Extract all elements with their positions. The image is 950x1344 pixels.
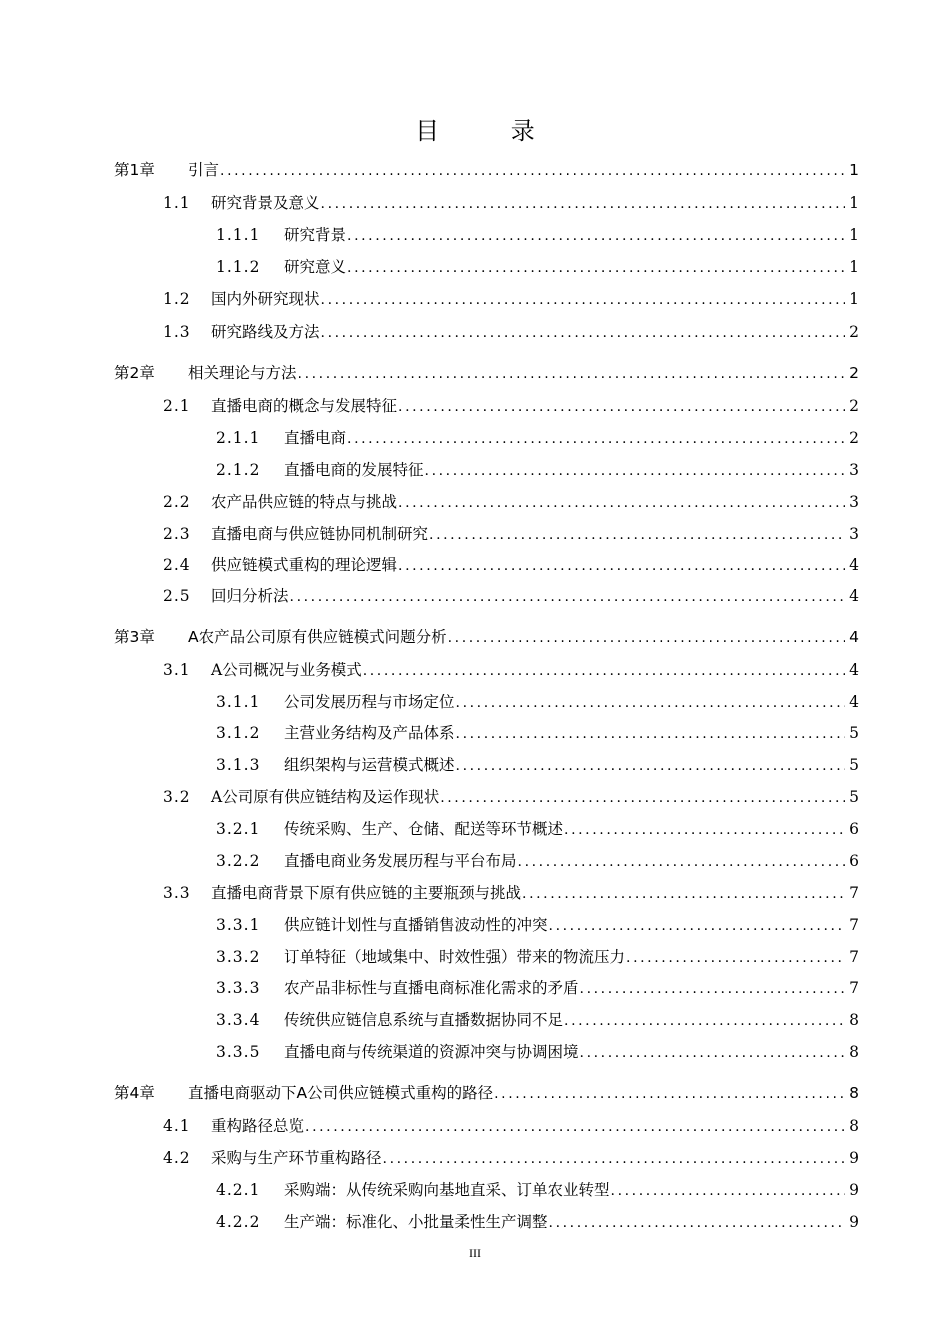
toc-entry-title: 研究背景 bbox=[284, 226, 347, 244]
toc-dot-leader bbox=[290, 588, 845, 606]
toc-entry[interactable] bbox=[114, 621, 859, 647]
toc-dot-leader bbox=[611, 1182, 845, 1200]
toc-entry-title: 传统采购、生产、仓储、配送等环节概述 bbox=[284, 820, 564, 838]
toc-dot-leader bbox=[456, 725, 845, 743]
toc-entry-number: 4.2.2 bbox=[216, 1213, 261, 1231]
toc-entry-number: 3.3.4 bbox=[216, 1011, 261, 1029]
toc-entry-page: 5 bbox=[849, 756, 859, 774]
toc-dot-leader bbox=[383, 1150, 845, 1168]
toc-entry-title: 直播电商 bbox=[284, 429, 347, 447]
toc-entry-title: 直播电商与传统渠道的资源冲突与协调困境 bbox=[284, 1043, 579, 1061]
toc-entry-page: 5 bbox=[849, 724, 859, 742]
toc-entry-number: 3.3.5 bbox=[216, 1043, 261, 1061]
toc-dot-leader bbox=[298, 365, 845, 383]
toc-entry-title: 传统供应链信息系统与直播数据协同不足 bbox=[284, 1011, 564, 1029]
toc-entry[interactable] bbox=[114, 154, 859, 180]
toc-entry-page: 3 bbox=[849, 525, 859, 543]
toc-entry-page: 9 bbox=[849, 1181, 859, 1199]
toc-entry[interactable] bbox=[216, 1036, 859, 1062]
toc-entry-title: 订单特征（地域集中、时效性强）带来的物流压力 bbox=[284, 948, 626, 966]
toc-entry[interactable] bbox=[216, 909, 859, 935]
toc-entry-title: 生产端：标准化、小批量柔性生产调整 bbox=[284, 1213, 548, 1231]
toc-entry-number: 3.2.2 bbox=[216, 852, 261, 870]
toc-entry[interactable] bbox=[163, 187, 859, 213]
toc-dot-leader bbox=[321, 324, 845, 342]
toc-entry-page: 4 bbox=[849, 556, 859, 574]
toc-entry[interactable] bbox=[163, 580, 859, 606]
toc-dot-leader bbox=[626, 949, 845, 967]
toc-entry[interactable] bbox=[163, 518, 859, 544]
toc-entry-number: 2.4 bbox=[163, 556, 191, 574]
toc-entry[interactable] bbox=[163, 283, 859, 309]
toc-dot-leader bbox=[398, 494, 845, 512]
toc-dot-leader bbox=[398, 398, 845, 416]
toc-entry-page: 2 bbox=[849, 323, 859, 341]
page-title: 目 录 bbox=[415, 117, 567, 145]
toc-entry[interactable] bbox=[216, 1174, 859, 1200]
toc-dot-leader bbox=[347, 430, 845, 448]
toc-dot-leader bbox=[305, 1118, 845, 1136]
toc-entry-page: 1 bbox=[849, 290, 859, 308]
toc-entry-title: 研究背景及意义 bbox=[211, 194, 320, 212]
toc-entry-number: 2.5 bbox=[163, 587, 191, 605]
toc-entry-title: 供应链模式重构的理论逻辑 bbox=[211, 556, 398, 574]
toc-entry-number: 2.2 bbox=[163, 493, 191, 511]
toc-entry-title: 直播电商与供应链协同机制研究 bbox=[211, 525, 429, 543]
toc-entry-page: 7 bbox=[849, 948, 859, 966]
toc-entry[interactable] bbox=[163, 549, 859, 575]
toc-entry-page: 1 bbox=[849, 258, 859, 276]
toc-dot-leader bbox=[456, 757, 845, 775]
toc-entry[interactable] bbox=[114, 1077, 859, 1103]
toc-dot-leader bbox=[580, 1044, 845, 1062]
toc-entry-page: 2 bbox=[849, 429, 859, 447]
toc-dot-leader bbox=[549, 917, 845, 935]
toc-entry[interactable] bbox=[216, 1206, 859, 1232]
toc-entry-number: 第1章 bbox=[114, 161, 155, 179]
toc-dot-leader bbox=[363, 662, 845, 680]
toc-entry-page: 9 bbox=[849, 1149, 859, 1167]
toc-entry-number: 4.1 bbox=[163, 1117, 191, 1135]
toc-entry-title: 直播电商的发展特征 bbox=[284, 461, 424, 479]
toc-dot-leader bbox=[494, 1085, 845, 1103]
toc-dot-leader bbox=[429, 526, 845, 544]
toc-dot-leader bbox=[456, 694, 845, 712]
toc-dot-leader bbox=[321, 195, 845, 213]
toc-dot-leader bbox=[220, 162, 845, 180]
toc-entry-title: 研究路线及方法 bbox=[211, 323, 320, 341]
toc-entry-number: 第2章 bbox=[114, 364, 155, 382]
toc-entry-number: 3.1.2 bbox=[216, 724, 261, 742]
toc-entry-number: 1.1.2 bbox=[216, 258, 261, 276]
toc-entry-page: 1 bbox=[849, 226, 859, 244]
toc-entry-page: 9 bbox=[849, 1213, 859, 1231]
toc-entry-title: 直播电商业务发展历程与平台布局 bbox=[284, 852, 517, 870]
toc-entry-number: 2.1.2 bbox=[216, 461, 261, 479]
toc-entry-title: 公司发展历程与市场定位 bbox=[284, 693, 455, 711]
toc-entry-number: 1.1 bbox=[163, 194, 191, 212]
toc-entry-title: 回归分析法 bbox=[211, 587, 289, 605]
toc-entry-page: 6 bbox=[849, 852, 859, 870]
toc-entry-page: 1 bbox=[849, 194, 859, 212]
toc-entry-page: 5 bbox=[849, 788, 859, 806]
toc-entry-page: 3 bbox=[849, 493, 859, 511]
toc-entry[interactable] bbox=[163, 877, 859, 903]
toc-entry-title: 重构路径总览 bbox=[211, 1117, 305, 1135]
toc-entry-title: 相关理论与方法 bbox=[188, 364, 297, 382]
toc-entry-page: 2 bbox=[849, 397, 859, 415]
toc-entry-number: 3.3.3 bbox=[216, 979, 261, 997]
toc-entry[interactable] bbox=[163, 486, 859, 512]
toc-entry-number: 1.3 bbox=[163, 323, 191, 341]
toc-entry-page: 8 bbox=[849, 1011, 859, 1029]
toc-entry-number: 3.1.1 bbox=[216, 693, 261, 711]
toc-entry-number: 4.2.1 bbox=[216, 1181, 261, 1199]
toc-entry-number: 1.2 bbox=[163, 290, 191, 308]
toc-entry-title: 直播电商驱动下A公司供应链模式重构的路径 bbox=[188, 1084, 494, 1102]
toc-entry-title: A农产品公司原有供应链模式问题分析 bbox=[188, 628, 447, 646]
toc-entry-title: 采购端：从传统采购向基地直采、订单农业转型 bbox=[284, 1181, 610, 1199]
toc-entry[interactable] bbox=[163, 781, 859, 807]
toc-entry[interactable] bbox=[216, 686, 859, 712]
toc-entry[interactable] bbox=[216, 972, 859, 998]
toc-entry-title: 研究意义 bbox=[284, 258, 347, 276]
toc-dot-leader bbox=[440, 789, 845, 807]
toc-entry-number: 3.3.2 bbox=[216, 948, 261, 966]
toc-entry-page: 4 bbox=[849, 628, 859, 646]
toc-entry[interactable] bbox=[216, 454, 859, 480]
toc-entry-number: 2.1 bbox=[163, 397, 191, 415]
toc-entry-title: 国内外研究现状 bbox=[211, 290, 320, 308]
toc-dot-leader bbox=[580, 980, 845, 998]
toc-entry[interactable] bbox=[216, 1004, 859, 1030]
toc-entry-number: 3.1 bbox=[163, 661, 191, 679]
toc-entry-page: 7 bbox=[849, 916, 859, 934]
toc-entry[interactable] bbox=[163, 1142, 859, 1168]
toc-entry-page: 8 bbox=[849, 1084, 859, 1102]
toc-entry-title: 农产品供应链的特点与挑战 bbox=[211, 493, 398, 511]
toc-entry-page: 8 bbox=[849, 1043, 859, 1061]
toc-entry-number: 3.2.1 bbox=[216, 820, 261, 838]
toc-dot-leader bbox=[347, 259, 845, 277]
toc-entry-title: 农产品非标性与直播电商标准化需求的矛盾 bbox=[284, 979, 579, 997]
toc-entry-number: 1.1.1 bbox=[216, 226, 261, 244]
toc-entry-title: 主营业务结构及产品体系 bbox=[284, 724, 455, 742]
toc-entry[interactable] bbox=[216, 941, 859, 967]
toc-entry-page: 7 bbox=[849, 979, 859, 997]
toc-entry-page: 4 bbox=[849, 693, 859, 711]
toc-entry-number: 第3章 bbox=[114, 628, 155, 646]
toc-dot-leader bbox=[448, 629, 845, 647]
toc-dot-leader bbox=[425, 462, 845, 480]
toc-entry[interactable] bbox=[163, 316, 859, 342]
toc-entry-page: 4 bbox=[849, 661, 859, 679]
toc-entry-number: 4.2 bbox=[163, 1149, 191, 1167]
toc-entry-number: 2.3 bbox=[163, 525, 191, 543]
toc-entry[interactable] bbox=[163, 654, 859, 680]
toc-entry[interactable] bbox=[216, 749, 859, 775]
toc-dot-leader bbox=[564, 1012, 845, 1030]
toc-entry-page: 7 bbox=[849, 884, 859, 902]
toc-entry-number: 3.1.3 bbox=[216, 756, 261, 774]
toc-entry[interactable] bbox=[114, 357, 859, 383]
toc-entry-title: A公司概况与业务模式 bbox=[211, 661, 362, 679]
toc-entry-number: 3.3 bbox=[163, 884, 191, 902]
toc-entry[interactable] bbox=[216, 219, 859, 245]
toc-dot-leader bbox=[518, 853, 845, 871]
toc-dot-leader bbox=[398, 557, 845, 575]
toc-entry[interactable] bbox=[163, 1110, 859, 1136]
toc-dot-leader bbox=[564, 821, 845, 839]
toc-entry[interactable] bbox=[216, 845, 859, 871]
toc-entry[interactable] bbox=[216, 422, 859, 448]
toc-entry-page: 3 bbox=[849, 461, 859, 479]
toc-entry-title: A公司原有供应链结构及运作现状 bbox=[211, 788, 440, 806]
toc-entry-title: 采购与生产环节重构路径 bbox=[211, 1149, 382, 1167]
toc-dot-leader bbox=[347, 227, 845, 245]
toc-entry[interactable] bbox=[216, 813, 859, 839]
toc-entry-title: 直播电商背景下原有供应链的主要瓶颈与挑战 bbox=[211, 884, 522, 902]
toc-entry-title: 直播电商的概念与发展特征 bbox=[211, 397, 398, 415]
toc-entry-page: 4 bbox=[849, 587, 859, 605]
toc-entry-number: 3.3.1 bbox=[216, 916, 261, 934]
toc-entry-title: 组织架构与运营模式概述 bbox=[284, 756, 455, 774]
toc-entry-page: 1 bbox=[849, 161, 859, 179]
toc-entry-page: 8 bbox=[849, 1117, 859, 1135]
toc-entry[interactable] bbox=[216, 717, 859, 743]
toc-entry-title: 供应链计划性与直播销售波动性的冲突 bbox=[284, 916, 548, 934]
toc-entry-title: 引言 bbox=[188, 161, 220, 179]
toc-entry-page: 6 bbox=[849, 820, 859, 838]
toc-entry-number: 第4章 bbox=[114, 1084, 155, 1102]
toc-dot-leader bbox=[321, 291, 845, 309]
toc-entry[interactable] bbox=[163, 390, 859, 416]
toc-dot-leader bbox=[522, 885, 845, 903]
toc-entry-number: 3.2 bbox=[163, 788, 191, 806]
toc-entry[interactable] bbox=[216, 251, 859, 277]
page-number: III bbox=[469, 1246, 481, 1260]
toc-entry-page: 2 bbox=[849, 364, 859, 382]
toc-dot-leader bbox=[549, 1214, 845, 1232]
toc-entry-number: 2.1.1 bbox=[216, 429, 261, 447]
